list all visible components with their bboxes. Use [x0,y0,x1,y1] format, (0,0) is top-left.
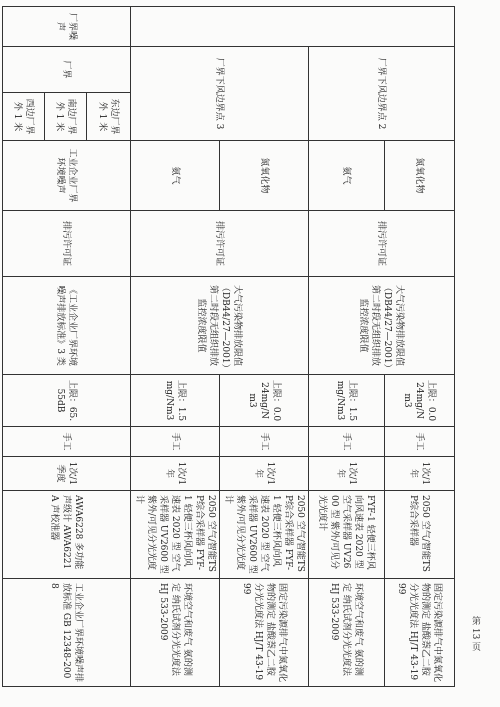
empty-cell [131,7,455,47]
pollutant-cell: 工业企业厂界环境噪声 [3,141,131,211]
limit-cell: 上限：1.5mg/Nm3 [309,375,385,427]
frequency-cell: 1次/1年 [385,457,455,491]
category-cell: 厂界噪声 [3,7,131,47]
instrument-cell: 2050 空气/智能TSP综合采样器 [385,491,455,579]
monitoring-point-cell: 厂界 [3,47,131,93]
pollutant-cell: 氮氧化物 [385,141,455,211]
limit-cell: 上限：1.5mg/Nm3 [131,375,220,427]
sub-point-cell: 西边厂界外 1 米 [3,93,45,141]
page-number: 第 13 页 [470,616,480,652]
frequency-cell: 1次/1年 [131,457,220,491]
pollutant-cell: 氨气 [309,141,385,211]
method-cell: 手工 [3,427,131,457]
monitoring-table-sheet [12,6,455,683]
limit-cell: 上限：0.024mg/Nm3 [385,375,455,427]
monitoring-point-cell: 厂界下风边界点 2 [309,47,455,141]
standard-cell: 大气污染物排放限值（DB44/27—2001）第二时段无组织排放监控浓度限值 [309,277,455,375]
pollutant-cell: 氮氧化物 [220,141,309,211]
frequency-cell: 1次/1季度 [3,457,131,491]
monitoring-table [2,6,455,687]
frequency-cell: 1次/1年 [220,457,309,491]
analysis-method-cell: 环境空气和废气 氨的测定 纳氏试剂分光光度法 HJ 533-2009 [309,579,385,687]
instrument-cell: AWA6228 多功能声级计 AWA6221A 声校准器 [3,491,131,579]
frequency-cell: 1次/1年 [309,457,385,491]
method-cell: 手工 [220,427,309,457]
analysis-method-cell: 固定污染源排气中氮氧化物的测定 盐酸萘乙二胺分光光度法 HJ/T 43-1999 [220,579,309,687]
basis-cell: 排污许可证 [3,211,131,277]
method-cell: 手工 [309,427,385,457]
analysis-method-cell: 固定污染源排气中氮氧化物的测定 盐酸萘乙二胺分光光度法 HJ/T 43-1999 [385,579,455,687]
basis-cell: 排污许可证 [131,211,309,277]
method-cell: 手工 [131,427,220,457]
table-row [87,7,131,687]
sub-point-cell: 东边厂界外 1 米 [87,93,131,141]
limit-cell: 上限：0.024mg/Nm3 [220,375,309,427]
table-row [220,7,309,687]
basis-cell: 排污许可证 [309,211,455,277]
standard-cell: 大气污染物排放限值（DB44/27—2001）第二时段无组织排放监控浓度限值 [131,277,309,375]
pollutant-cell: 氨气 [131,141,220,211]
table-row [385,7,455,687]
sub-point-cell: 南边厂界外 1 米 [45,93,87,141]
analysis-method-cell: 环境空气和废气 氨的测定 纳氏试剂分光光度法 HJ 533-2009 [131,579,220,687]
instrument-cell: FYF-1 轻便三杯风向风速表 2020 型 空气采样器 UV2600 型 紫外/可见分光光度计 [309,491,385,579]
limit-cell: 上限：65.55dB [3,375,131,427]
monitoring-point-cell: 厂界下风边界点 3 [131,47,309,141]
method-cell: 手工 [385,427,455,457]
instrument-cell: 2050 空气/智能TSP综合采样器 FYF-1 轻便三杯风向风速表 2020 型 空气采样器 UV2600 型 紫外/可见分光光度计 [220,491,309,579]
analysis-method-cell: 工业企业厂界环境噪声排放标准 GB 12348-2008 [3,579,131,687]
standard-cell: 《工业企业厂界环境噪声排放标准》3 类 [3,277,131,375]
instrument-cell: 2050 空气/智能TSP综合采样器 FYF-1 轻便三杯风向风速表 2020 型 空气采样器 UV2600 型 紫外/可见分光光度计 [131,491,220,579]
